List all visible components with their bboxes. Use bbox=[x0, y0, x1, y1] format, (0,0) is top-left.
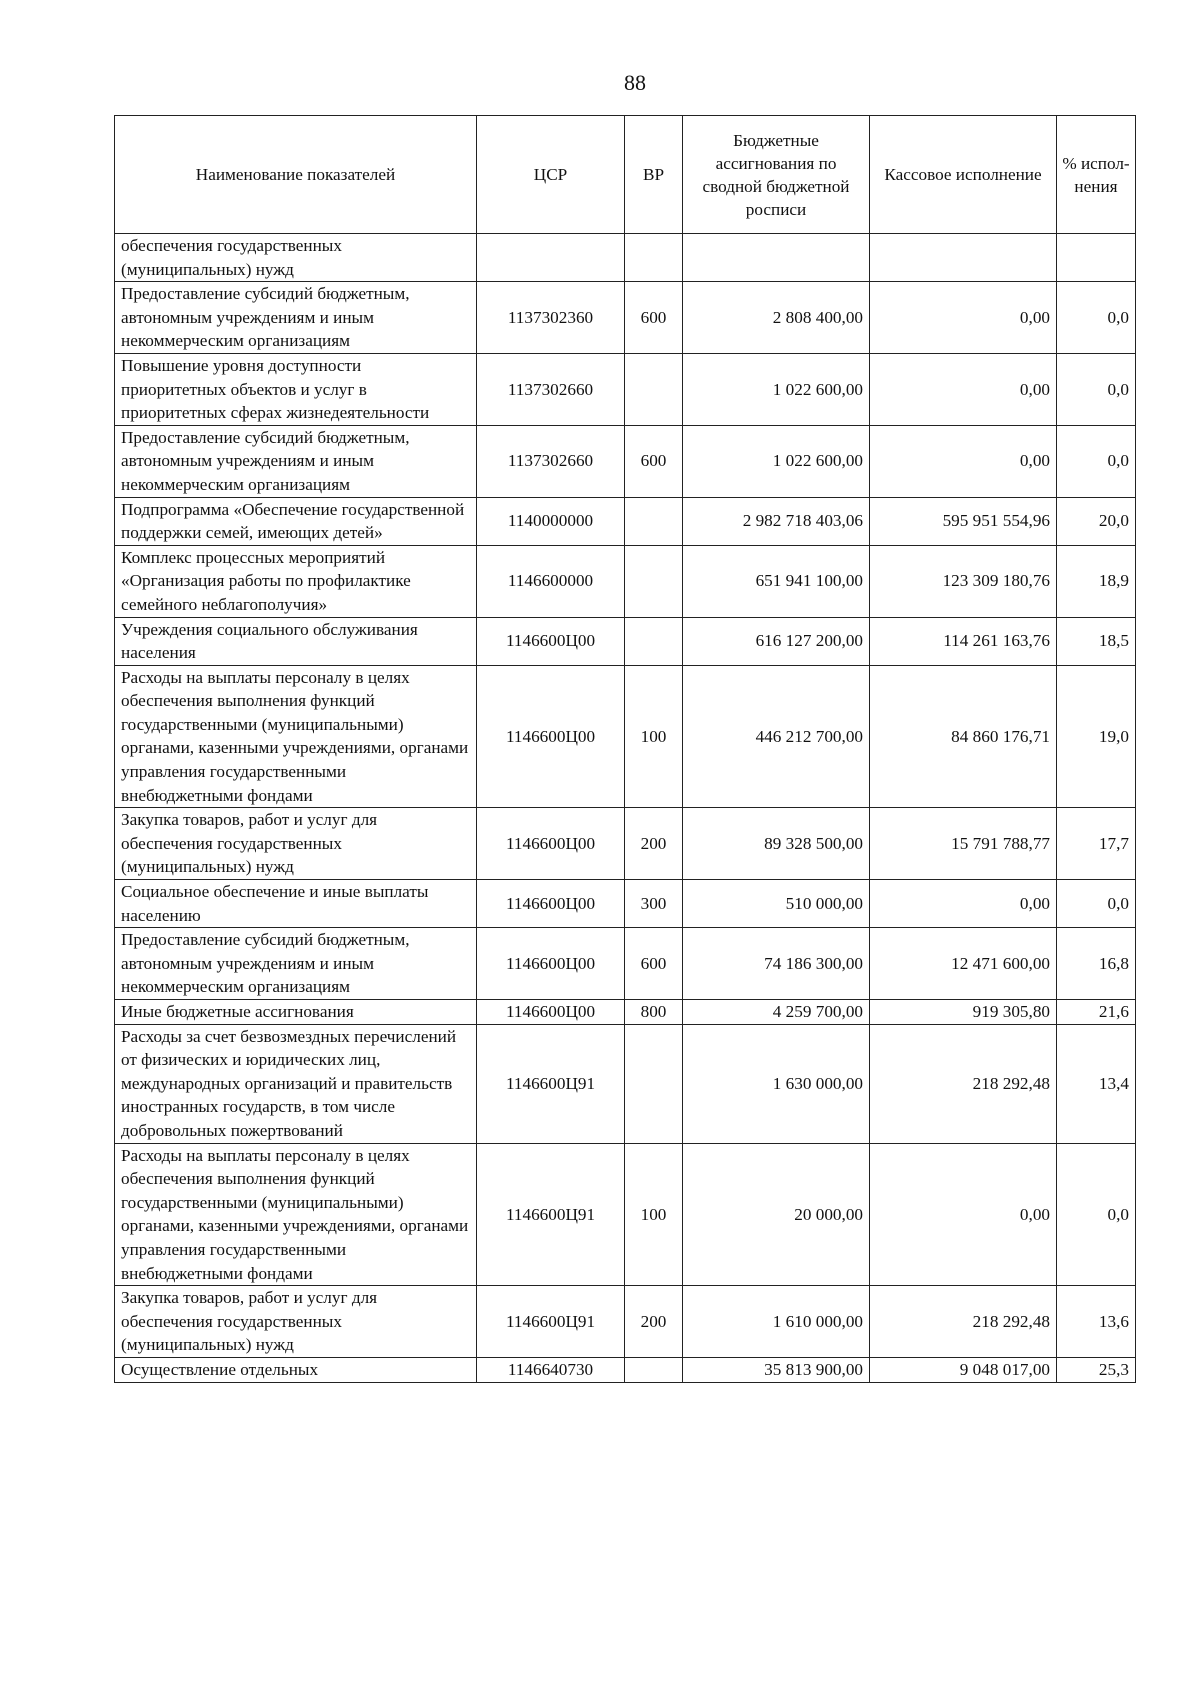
cell-pct: 16,8 bbox=[1057, 928, 1136, 1000]
cell-name: Закупка товаров, работ и услуг для обеспечения государственных (муниципальных) нужд bbox=[115, 808, 477, 880]
page-number: 88 bbox=[624, 70, 646, 95]
cell-pct: 25,3 bbox=[1057, 1357, 1136, 1382]
cell-csr: 1146640730 bbox=[477, 1357, 625, 1382]
table-row bbox=[115, 353, 1136, 425]
cell-budget: 1 630 000,00 bbox=[683, 1024, 870, 1143]
cell-budget: 446 212 700,00 bbox=[683, 665, 870, 808]
table-header-row bbox=[115, 116, 1136, 234]
cell-cash: 595 951 554,96 bbox=[870, 497, 1057, 545]
header-cash: Кассовое исполнение bbox=[870, 116, 1057, 234]
cell-name: Повышение уровня доступности приоритетных объектов и услуг в приоритетных сферах жизнедеятельности bbox=[115, 353, 477, 425]
cell-vr: 100 bbox=[625, 665, 683, 808]
cell-cash: 0,00 bbox=[870, 282, 1057, 354]
cell-vr: 600 bbox=[625, 282, 683, 354]
cell-name: обеспечения государственных (муниципальных) нужд bbox=[115, 234, 477, 282]
cell-cash: 218 292,48 bbox=[870, 1286, 1057, 1358]
table-row bbox=[115, 1286, 1136, 1358]
cell-pct: 0,0 bbox=[1057, 1143, 1136, 1286]
cell-pct: 21,6 bbox=[1057, 1000, 1136, 1025]
cell-budget: 74 186 300,00 bbox=[683, 928, 870, 1000]
cell-csr: 1146600Ц91 bbox=[477, 1286, 625, 1358]
cell-pct bbox=[1057, 234, 1136, 282]
cell-name: Расходы на выплаты персоналу в целях обеспечения выполнения функций государственными (муниципальными) органами, казенными учреждениями, органами управления государственными внебюджетными фондами bbox=[115, 665, 477, 808]
table-row bbox=[115, 282, 1136, 354]
cell-csr: 1146600Ц00 bbox=[477, 928, 625, 1000]
cell-budget: 4 259 700,00 bbox=[683, 1000, 870, 1025]
cell-budget: 35 813 900,00 bbox=[683, 1357, 870, 1382]
cell-csr: 1146600Ц91 bbox=[477, 1024, 625, 1143]
table-row bbox=[115, 880, 1136, 928]
cell-pct: 20,0 bbox=[1057, 497, 1136, 545]
table-row bbox=[115, 425, 1136, 497]
cell-pct: 0,0 bbox=[1057, 282, 1136, 354]
cell-vr: 300 bbox=[625, 880, 683, 928]
cell-cash: 0,00 bbox=[870, 1143, 1057, 1286]
cell-cash bbox=[870, 234, 1057, 282]
cell-csr: 1137302660 bbox=[477, 353, 625, 425]
table-row bbox=[115, 808, 1136, 880]
cell-csr: 1146600Ц00 bbox=[477, 617, 625, 665]
cell-pct: 18,5 bbox=[1057, 617, 1136, 665]
table-row bbox=[115, 665, 1136, 808]
cell-pct: 18,9 bbox=[1057, 545, 1136, 617]
header-csr: ЦСР bbox=[477, 116, 625, 234]
cell-cash: 123 309 180,76 bbox=[870, 545, 1057, 617]
header-vr: ВР bbox=[625, 116, 683, 234]
cell-vr: 600 bbox=[625, 928, 683, 1000]
cell-pct: 13,4 bbox=[1057, 1024, 1136, 1143]
cell-name: Учреждения социального обслуживания населения bbox=[115, 617, 477, 665]
cell-name: Комплекс процессных мероприятий «Организация работы по профилактике семейного неблагополучия» bbox=[115, 545, 477, 617]
cell-pct: 0,0 bbox=[1057, 425, 1136, 497]
cell-name: Иные бюджетные ассигнования bbox=[115, 1000, 477, 1025]
table-row bbox=[115, 234, 1136, 282]
header-pct: % испол-нения bbox=[1057, 116, 1136, 234]
cell-name: Расходы за счет безвозмездных перечислений от физических и юридических лиц, международных организаций и правительств иностранных государств, в том числе добровольных пожертвований bbox=[115, 1024, 477, 1143]
cell-budget: 1 022 600,00 bbox=[683, 425, 870, 497]
cell-pct: 0,0 bbox=[1057, 880, 1136, 928]
cell-vr: 100 bbox=[625, 1143, 683, 1286]
cell-vr bbox=[625, 1024, 683, 1143]
cell-name: Осуществление отдельных bbox=[115, 1357, 477, 1382]
table-row bbox=[115, 1143, 1136, 1286]
cell-name: Закупка товаров, работ и услуг для обеспечения государственных (муниципальных) нужд bbox=[115, 1286, 477, 1358]
cell-name: Предоставление субсидий бюджетным, автономным учреждениям и иным некоммерческим организациям bbox=[115, 282, 477, 354]
cell-cash: 218 292,48 bbox=[870, 1024, 1057, 1143]
budget-execution-table bbox=[114, 115, 1136, 1383]
cell-pct: 0,0 bbox=[1057, 353, 1136, 425]
cell-vr: 200 bbox=[625, 808, 683, 880]
cell-budget bbox=[683, 234, 870, 282]
cell-budget: 2 982 718 403,06 bbox=[683, 497, 870, 545]
cell-vr bbox=[625, 353, 683, 425]
cell-name: Подпрограмма «Обеспечение государственной поддержки семей, имеющих детей» bbox=[115, 497, 477, 545]
cell-vr: 600 bbox=[625, 425, 683, 497]
cell-pct: 13,6 bbox=[1057, 1286, 1136, 1358]
cell-vr bbox=[625, 234, 683, 282]
cell-budget: 20 000,00 bbox=[683, 1143, 870, 1286]
cell-csr: 1140000000 bbox=[477, 497, 625, 545]
cell-csr: 1146600Ц91 bbox=[477, 1143, 625, 1286]
table-row bbox=[115, 545, 1136, 617]
cell-name: Предоставление субсидий бюджетным, автономным учреждениям и иным некоммерческим организациям bbox=[115, 425, 477, 497]
cell-budget: 1 610 000,00 bbox=[683, 1286, 870, 1358]
cell-name: Социальное обеспечение и иные выплаты населению bbox=[115, 880, 477, 928]
cell-csr: 1146600Ц00 bbox=[477, 880, 625, 928]
table-row bbox=[115, 497, 1136, 545]
cell-cash: 84 860 176,71 bbox=[870, 665, 1057, 808]
cell-csr: 1146600Ц00 bbox=[477, 665, 625, 808]
cell-cash: 15 791 788,77 bbox=[870, 808, 1057, 880]
cell-vr bbox=[625, 1357, 683, 1382]
cell-csr: 1146600Ц00 bbox=[477, 1000, 625, 1025]
table-body bbox=[115, 234, 1136, 1383]
cell-csr: 1146600000 bbox=[477, 545, 625, 617]
cell-cash: 0,00 bbox=[870, 425, 1057, 497]
table-row bbox=[115, 928, 1136, 1000]
cell-csr bbox=[477, 234, 625, 282]
cell-budget: 651 941 100,00 bbox=[683, 545, 870, 617]
cell-csr: 1137302660 bbox=[477, 425, 625, 497]
table-row bbox=[115, 617, 1136, 665]
header-name: Наименование показателей bbox=[115, 116, 477, 234]
cell-cash: 0,00 bbox=[870, 880, 1057, 928]
cell-budget: 2 808 400,00 bbox=[683, 282, 870, 354]
cell-vr bbox=[625, 617, 683, 665]
cell-csr: 1146600Ц00 bbox=[477, 808, 625, 880]
cell-pct: 19,0 bbox=[1057, 665, 1136, 808]
table-row bbox=[115, 1357, 1136, 1382]
cell-budget: 89 328 500,00 bbox=[683, 808, 870, 880]
cell-vr: 200 bbox=[625, 1286, 683, 1358]
cell-budget: 510 000,00 bbox=[683, 880, 870, 928]
cell-vr: 800 bbox=[625, 1000, 683, 1025]
cell-cash: 0,00 bbox=[870, 353, 1057, 425]
cell-csr: 1137302360 bbox=[477, 282, 625, 354]
cell-vr bbox=[625, 497, 683, 545]
cell-name: Предоставление субсидий бюджетным, автономным учреждениям и иным некоммерческим организациям bbox=[115, 928, 477, 1000]
cell-budget: 616 127 200,00 bbox=[683, 617, 870, 665]
cell-cash: 114 261 163,76 bbox=[870, 617, 1057, 665]
header-budget: Бюджетные ассигнования по сводной бюджетной росписи bbox=[683, 116, 870, 234]
table-row bbox=[115, 1000, 1136, 1025]
table-row bbox=[115, 1024, 1136, 1143]
cell-vr bbox=[625, 545, 683, 617]
cell-cash: 919 305,80 bbox=[870, 1000, 1057, 1025]
cell-pct: 17,7 bbox=[1057, 808, 1136, 880]
cell-budget: 1 022 600,00 bbox=[683, 353, 870, 425]
cell-cash: 12 471 600,00 bbox=[870, 928, 1057, 1000]
cell-cash: 9 048 017,00 bbox=[870, 1357, 1057, 1382]
cell-name: Расходы на выплаты персоналу в целях обеспечения выполнения функций государственными (муниципальными) органами, казенными учреждениями, органами управления государственными внебюджетными фондами bbox=[115, 1143, 477, 1286]
